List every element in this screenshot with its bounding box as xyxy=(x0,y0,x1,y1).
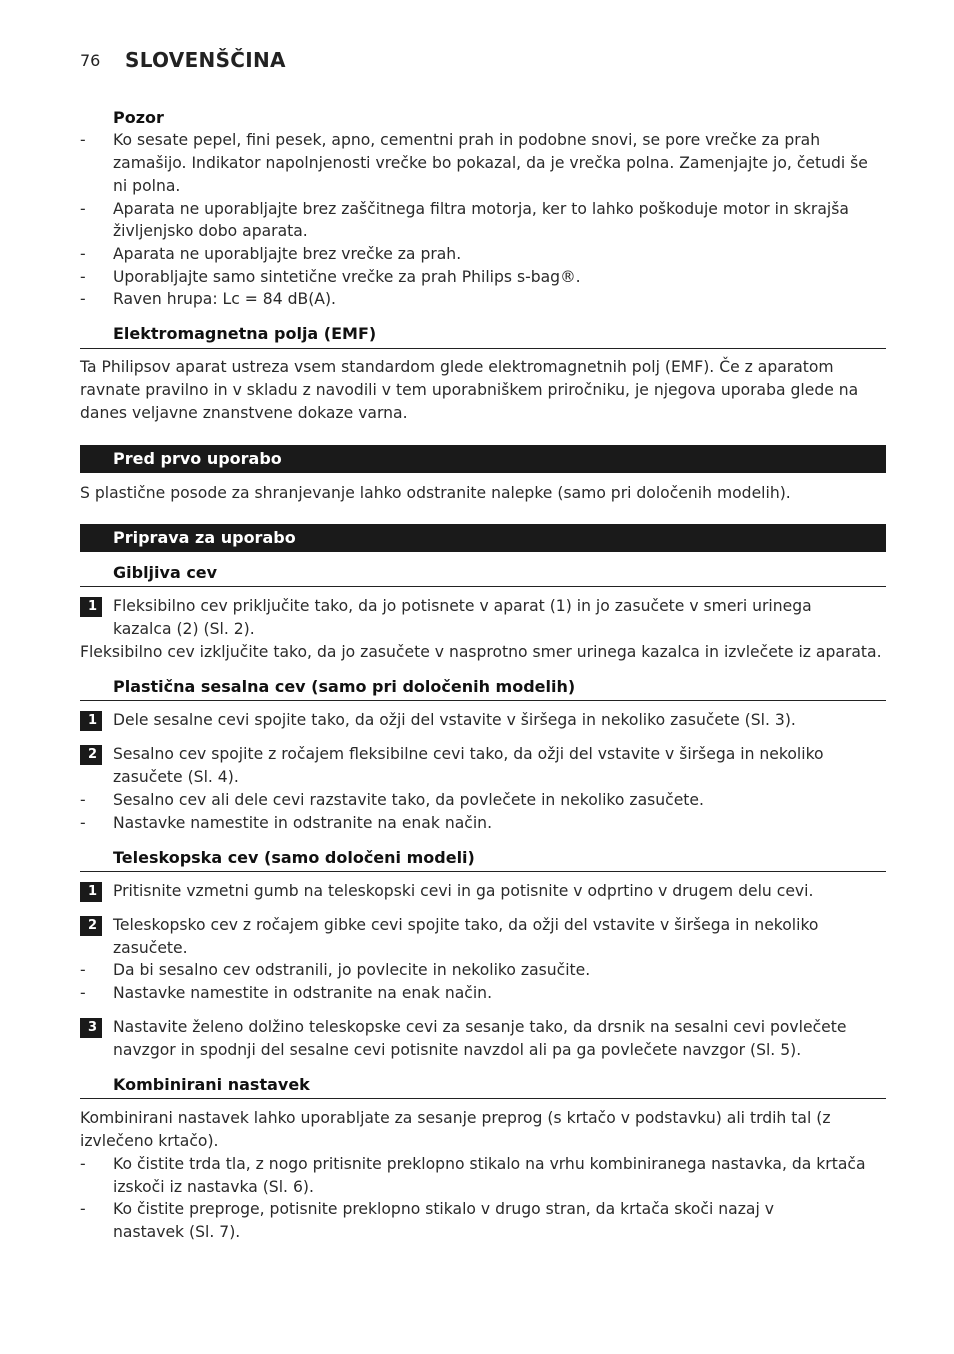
bullet-dash: - xyxy=(80,1155,86,1173)
plasticna-dash-2: Nastavke namestite in odstranite na enak način. xyxy=(113,814,493,832)
teleskopska-dash-1: Da bi sesalno cev odstranili, jo povlecite in nekoliko zasučite. xyxy=(113,961,591,979)
kombinirani-dash-2-line-1: Ko čistite preproge, potisnite preklopno stikalo v drugo stran, da krtača skoči nazaj v xyxy=(113,1200,774,1218)
pozor-item-1-line-3: ni polna. xyxy=(113,177,181,195)
plasticna-dash-1: Sesalno cev ali dele cevi razstavite tako, da povlečete in nekoliko zasučete. xyxy=(113,791,704,809)
bullet-dash: - xyxy=(80,791,86,809)
bullet-dash: - xyxy=(80,984,86,1002)
step-number-badge: 1 xyxy=(80,597,102,617)
plasticna-heading: Plastična sesalna cev (samo pri določenih modelih) xyxy=(113,677,576,696)
bullet-dash: - xyxy=(80,290,86,308)
kombinirani-dash-1-line-2: izskoči iz nastavka (Sl. 6). xyxy=(113,1178,314,1196)
section-rule xyxy=(80,348,886,349)
plasticna-step-2-line-2: zasučete (Sl. 4). xyxy=(113,768,239,786)
emf-heading: Elektromagnetna polja (EMF) xyxy=(113,324,377,343)
teleskopska-step-3-line-1: Nastavite želeno dolžino teleskopske cevi za sesanje tako, da drsnik na sesalni cevi povlečete xyxy=(113,1018,847,1036)
teleskopska-step-2-line-1: Teleskopsko cev z ročajem gibke cevi spojite tako, da ožji del vstavite v širšega in nekoliko xyxy=(113,916,819,934)
teleskopska-step-3-line-2: navzgor in spodnji del sesalne cevi potisnite navzdol ali pa ga povlečete navzgor (Sl. 5). xyxy=(113,1041,802,1059)
kombinirani-dash-1-line-1: Ko čistite trda tla, z nogo pritisnite preklopno stikalo na vrhu kombiniranega nastavka, da krtača xyxy=(113,1155,866,1173)
bullet-dash: - xyxy=(80,245,86,263)
pred-text: S plastične posode za shranjevanje lahko odstranite nalepke (samo pri določenih modelih). xyxy=(80,484,791,502)
section-bar-priprava-za-uporabo xyxy=(80,524,886,552)
step-number-badge: 3 xyxy=(80,1018,102,1038)
section-rule xyxy=(80,1098,886,1099)
emf-text-line-2: ravnate pravilno in v skladu z navodili v tem uporabniškem priročniku, je njegova uporaba glede na xyxy=(80,381,859,399)
kombinirani-dash-2-line-2: nastavek (Sl. 7). xyxy=(113,1223,241,1241)
section-rule xyxy=(80,871,886,872)
gibljiva-heading: Gibljiva cev xyxy=(113,563,218,582)
section-rule xyxy=(80,586,886,587)
section-bar-title: Pred prvo uporabo xyxy=(113,449,282,468)
pozor-item-1-line-1: Ko sesate pepel, fini pesek, apno, cementni prah in podobne snovi, se pore vrečke za prah xyxy=(113,131,821,149)
pozor-item-2-line-2: življenjsko dobo aparata. xyxy=(113,222,308,240)
bullet-dash: - xyxy=(80,1200,86,1218)
bullet-dash: - xyxy=(80,200,86,218)
bullet-dash: - xyxy=(80,131,86,149)
teleskopska-heading: Teleskopska cev (samo določeni modeli) xyxy=(113,848,475,867)
plasticna-step-2-line-1: Sesalno cev spojite z ročajem fleksibilne cevi tako, da ožji del vstavite v širšega in nekoliko xyxy=(113,745,824,763)
pozor-heading: Pozor xyxy=(113,108,164,127)
bullet-dash: - xyxy=(80,814,86,832)
teleskopska-step-2-line-2: zasučete. xyxy=(113,939,188,957)
bullet-dash: - xyxy=(80,961,86,979)
plasticna-step-1: Dele sesalne cevi spojite tako, da ožji del vstavite v širšega in nekoliko zasučete (Sl. 3). xyxy=(113,711,796,729)
emf-text-line-3: danes veljavne znanstvene dokaze varna. xyxy=(80,404,408,422)
emf-text-line-1: Ta Philipsov aparat ustreza vsem standardom glede elektromagnetnih polj (EMF). Če z aparatom xyxy=(80,358,834,376)
bullet-dash: - xyxy=(80,268,86,286)
kombinirani-heading: Kombinirani nastavek xyxy=(113,1075,310,1094)
gibljiva-step-1-line-2: kazalca (2) (Sl. 2). xyxy=(113,620,255,638)
pozor-item-1-line-2: zamašijo. Indikator napolnjenosti vrečke bo pokazal, da je vrečka polna. Zamenjajte jo, četudi še xyxy=(113,154,868,172)
page-number: 76 xyxy=(80,51,101,70)
language-heading: SLOVENŠČINA xyxy=(125,48,286,72)
pozor-item-2-line-1: Aparata ne uporabljajte brez zaščitnega filtra motorja, ker to lahko poškoduje motor in skrajša xyxy=(113,200,849,218)
section-bar-title: Priprava za uporabo xyxy=(113,528,296,547)
section-rule xyxy=(80,700,886,701)
teleskopska-step-1: Pritisnite vzmetni gumb na teleskopski cevi in ga potisnite v odprtino v drugem delu cevi. xyxy=(113,882,814,900)
gibljiva-note: Fleksibilno cev izključite tako, da jo zasučete v nasprotno smer urinega kazalca in izvlečete iz aparata. xyxy=(80,643,882,661)
kombinirani-intro-line-1: Kombinirani nastavek lahko uporabljate za sesanje preprog (s krtačo v podstavku) ali trdih tal (z xyxy=(80,1109,831,1127)
teleskopska-dash-2: Nastavke namestite in odstranite na enak način. xyxy=(113,984,493,1002)
kombinirani-intro-line-2: izvlečeno krtačo). xyxy=(80,1132,219,1150)
pozor-item-4: Uporabljajte samo sintetične vrečke za prah Philips s-bag®. xyxy=(113,268,581,286)
section-bar-pred-prvo-uporabo xyxy=(80,445,886,473)
step-number-badge: 1 xyxy=(80,711,102,731)
pozor-item-3: Aparata ne uporabljajte brez vrečke za prah. xyxy=(113,245,462,263)
step-number-badge: 2 xyxy=(80,916,102,936)
step-number-badge: 1 xyxy=(80,882,102,902)
gibljiva-step-1-line-1: Fleksibilno cev priključite tako, da jo potisnete v aparat (1) in jo zasučete v smeri urinega xyxy=(113,597,812,615)
pozor-item-5: Raven hrupa: Lc = 84 dB(A). xyxy=(113,290,336,308)
step-number-badge: 2 xyxy=(80,745,102,765)
